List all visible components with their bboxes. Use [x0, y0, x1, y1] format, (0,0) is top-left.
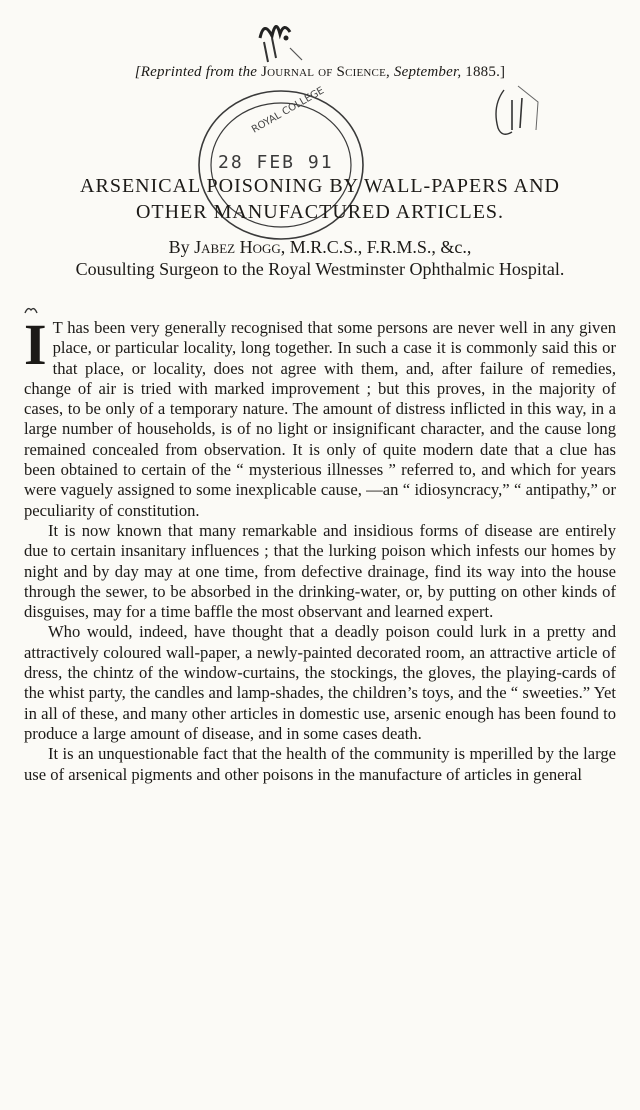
byline-by: By [168, 237, 190, 257]
paragraph-2: It is now known that many remarkable and insidious forms of disease are entirely due to certain insanitary influences ; that the lurking poison which infests our homes by night and by day may at one time, from defective drainage, find its way into the house through the sewer, to be absorbed in the drinking-water, or, by putting on other kinds of disguises, may for a time baffle the most observant and learned expert. [24, 520, 616, 622]
byline [0, 236, 640, 258]
author-name: Jabez Hogg, [194, 237, 286, 257]
author-affiliation: Cousulting Surgeon to the Royal Westminster Ophthalmic Hospital. [75, 259, 565, 279]
drop-cap: I [24, 312, 47, 377]
reprint-line [0, 64, 640, 81]
stamp-date: 28 FEB 91 [218, 152, 334, 173]
title-line-1: ARSENICAL POISONING BY WALL-PAPERS AND [80, 175, 560, 197]
stamp-ring-text: ROYAL COLLEGE [250, 85, 327, 136]
handwritten-mark [250, 8, 310, 68]
journal-name: Journal of Science, [261, 64, 390, 80]
reprint-date: September, [393, 64, 462, 80]
author-credentials: M.R.C.S., F.R.M.S., &c., [289, 237, 472, 257]
paragraph-3: Who would, indeed, have thought that a deadly poison could lurk in a pretty and attractively coloured wall-paper, a newly-painted decorated room, an attractive article of dress, the chintz of the window-curtains, the stockings, the gloves, the playing-cards of the whist party, the candles and lamp-shades, the children’s toys, and the “ sweeties.” Yet in all of these, and many other articles in domestic use, arsenic enough has been found to produce a large amount of disease, and in some cases death. [24, 622, 616, 743]
article-body [24, 312, 616, 785]
reprint-year: 1885.] [465, 64, 506, 80]
paragraph-4: It is an unquestionable fact that the health of the community is mperilled by the large use of arsenical pigments and other poisons in the manufacture of articles in general [24, 744, 616, 784]
reprint-prefix: [Reprinted from the [134, 64, 258, 80]
paragraph-1-text: T has been very generally recognised that some persons are never well in any given place, or particular locality, long together. In such a case it is commonly said this or that place, or locality, does not agree with them, and, after failure of remedies, change of air is tried with marked improvement ; but this proves, in the majority of cases, to be only of a temporary nature. The amount of distress inflicted in this way, in a large number of households, is of no light or insignificant character, and the cause long remained concealed from observation. It is only of quite modern date that a clue has been obtained to certain of the “ mysterious illnesses ” referred to, and which for years were vaguely assigned to some inexplicable cause, —an “ idiosyncracy,” “ antipathy,” or peculiarity of constitution. [24, 318, 616, 520]
handwritten-number [478, 82, 542, 142]
title-line-2: OTHER MANUFACTURED ARTICLES. [135, 201, 505, 223]
paragraph-1 [24, 312, 616, 521]
